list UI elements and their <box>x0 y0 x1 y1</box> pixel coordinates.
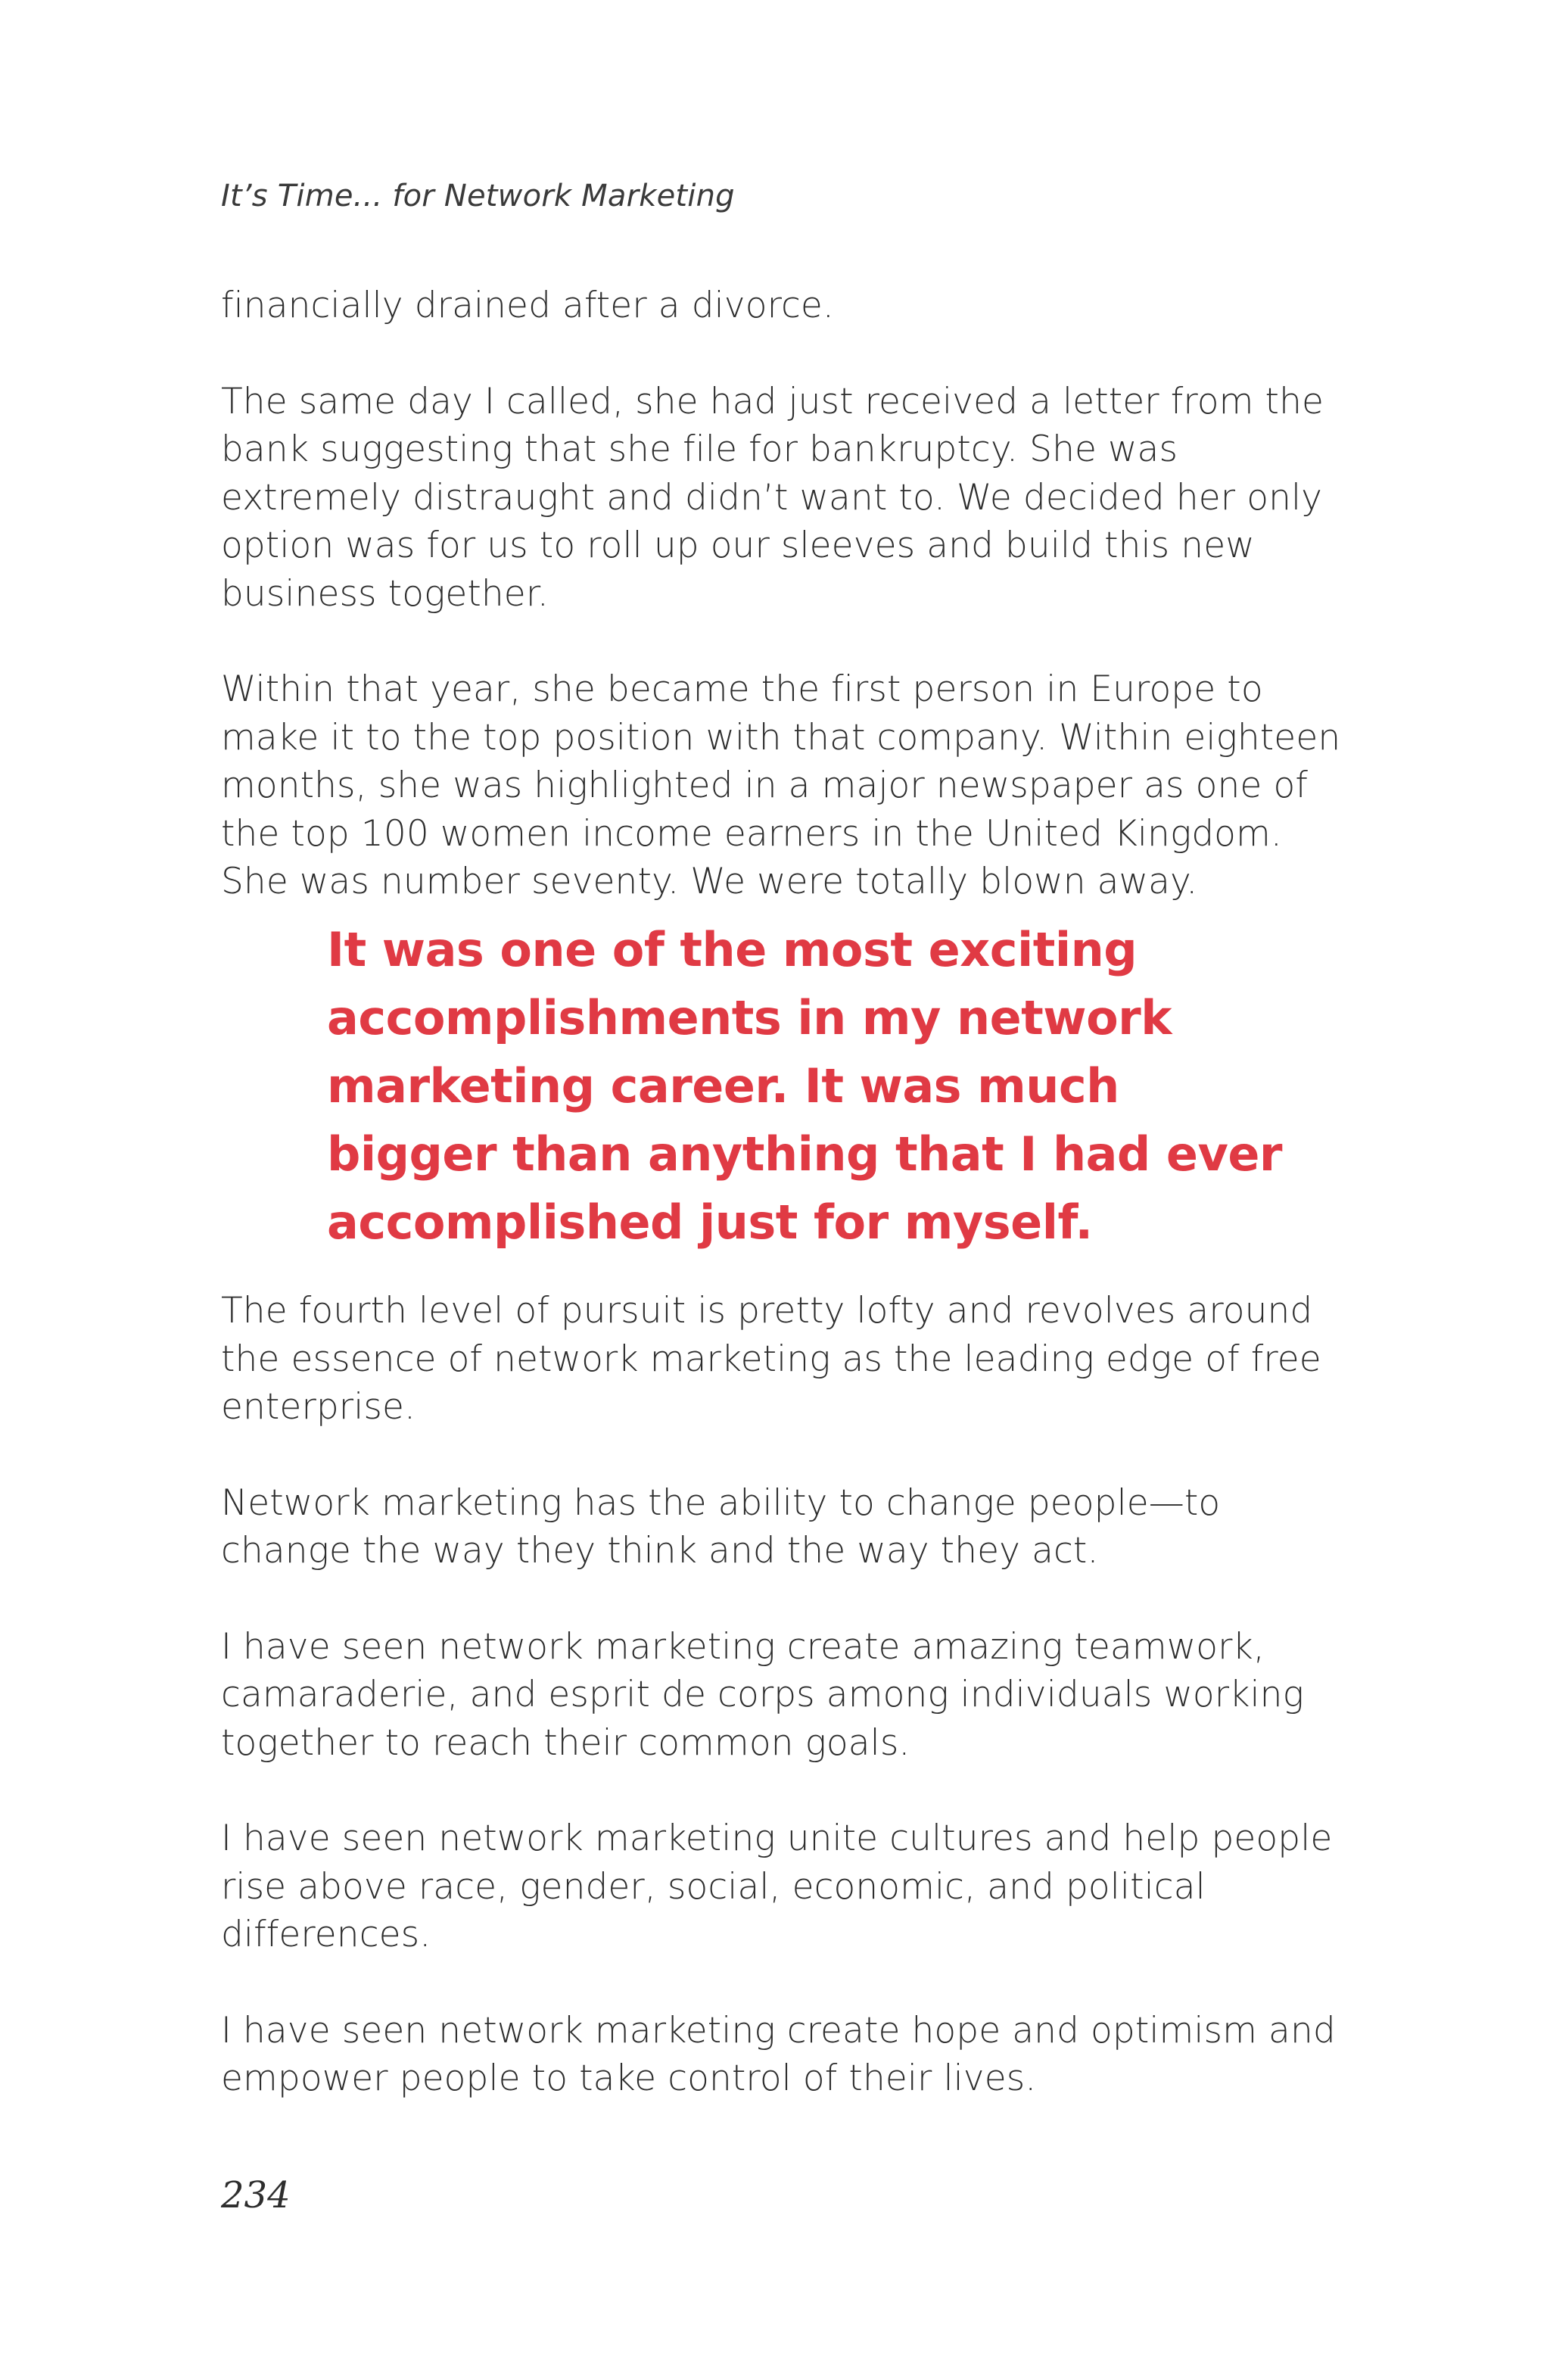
running-head: It’s Time... for Network Marketing <box>221 179 735 213</box>
paragraph: Within that year, she became the first person in Europe to make it to the top position with that company. Within eighteen months, she was highlighted in a major newspaper as one of the top 100 women income earners in the United Kingdom. She was number seventy. We were totally blown away. <box>221 668 1341 902</box>
paragraph: I have seen network marketing create amazing teamwork, camaraderie, and esprit de corps among individuals working together to reach their common goals. <box>221 1625 1304 1764</box>
paragraph: I have seen network marketing unite cultures and help people rise above race, gender, social, economic, and political differences. <box>221 1818 1333 1955</box>
paragraph: The fourth level of pursuit is pretty lofty and revolves around the essence of network marketing as the leading edge of free enterprise. <box>221 1290 1321 1428</box>
page-number: 234 <box>221 2174 291 2216</box>
paragraph: I have seen network marketing create hope and optimism and empower people to take control of their lives. <box>221 2009 1336 2099</box>
paragraph: financially drained after a divorce. <box>221 285 834 326</box>
paragraph: Network marketing has the ability to change people—to change the way they think and the way they act. <box>221 1481 1221 1572</box>
body-text-top <box>221 282 1341 954</box>
pull-quote: It was one of the most exciting accomplishments in my network marketing career. It was much bigger than anything that I had ever accomplished just for myself. <box>327 922 1282 1250</box>
paragraph: The same day I called, she had just received a letter from the bank suggesting that she file for bankruptcy. She was extremely distraught and didn’t want to. We decided her only option was for us to roll up our sleeves and build this new business together. <box>221 380 1324 615</box>
body-text-bottom <box>221 1287 1341 2151</box>
